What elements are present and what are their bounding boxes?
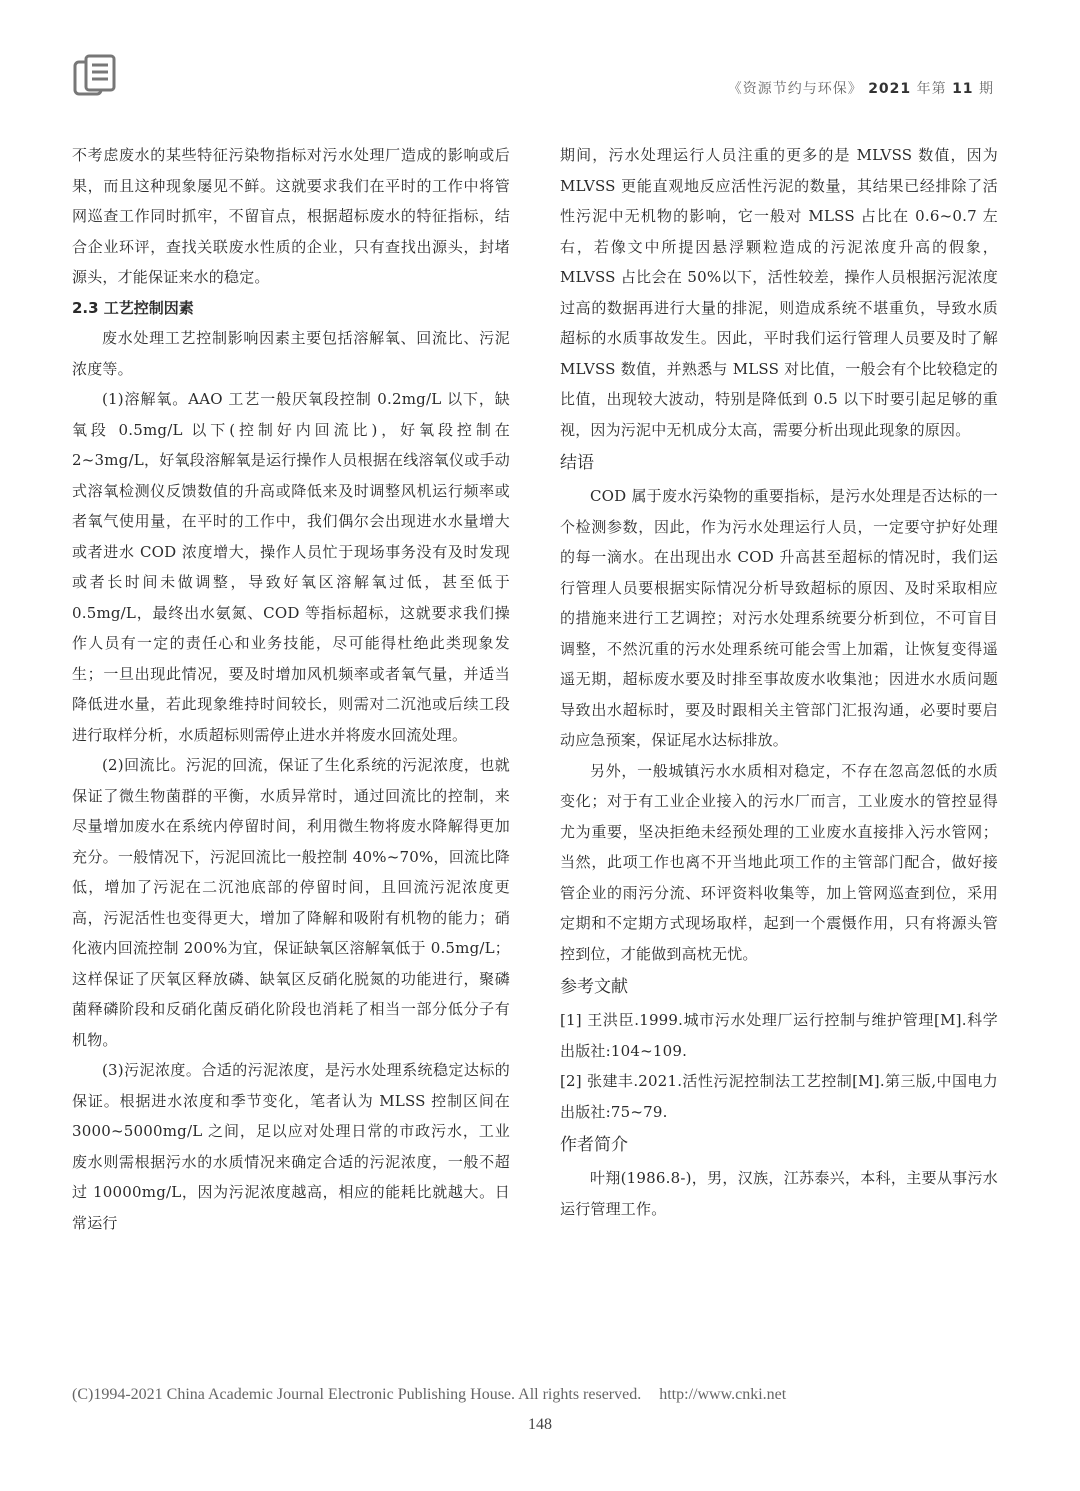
paragraph: (3)污泥浓度。合适的污泥浓度，是污水处理系统稳定达标的保证。根据进水浓度和季节变化，笔者认为 MLSS 控制区间在 3000~5000mg/L 之间，足以应对处理日常的市政污水，工业废水则需根据污水的水质情况来确定合适的污泥浓度，一般不超过 10000mg/L，因为污泥浓度越高，相应的能耗比就越大。日常运行 bbox=[72, 1061, 510, 1232]
paragraph: (2)回流比。污泥的回流，保证了生化系统的污泥浓度，也就保证了微生物菌群的平衡，水质异常时，通过回流比的控制，来尽量增加废水在系统内停留时间，利用微生物将废水降解得更加充分。一般情况下，污泥回流比一般控制 40%~70%，回流比降低，增加了污泥在二沉池底部的停留时间，且回流污泥浓度更高，污泥活性也变得更大，增加了降解和吸附有机物的能力；硝化液内回流控制 200%为宜，保证缺氧区溶解氧低于 0.5mg/L；这样保证了厌氧区释放磷、缺氧区反硝化脱氮的功能进行，聚磷菌释磷阶段和反硝化菌反硝化阶段也消耗了相当一部分低分子有机物。 bbox=[72, 756, 510, 1049]
author-bio: 叶翔(1986.8-)，男，汉族，江苏泰兴，本科，主要从事污水运行管理工作。 bbox=[560, 1169, 998, 1218]
paragraph: 另外，一般城镇污水水质相对稳定，不存在忽高忽低的水质变化；对于有工业企业接入的污水厂而言，工业废水的管控显得尤为重要，坚决拒绝未经预处理的工业废水直接排入污水管网；当然，此项工作也离不开当地此项工作的主管部门配合，做好接管企业的雨污分流、环评资料收集等，加上管网巡查到位，采用定期和不定期方式现场取样，起到一个震慑作用，只有将源头管控到位，才能做到高枕无忧。 bbox=[560, 761, 998, 963]
journal-year-suffix: 年第 bbox=[916, 81, 947, 97]
references-heading: 参考文献 bbox=[560, 977, 628, 997]
paragraph: 废水处理工艺控制影响因素主要包括溶解氧、回流比、污泥浓度等。 bbox=[72, 329, 510, 378]
reference-item: [1] 王洪臣.1999.城市污水处理厂运行控制与维护管理[M].科学出版社:104~109. bbox=[560, 1011, 998, 1060]
section-heading: 2.3 工艺控制因素 bbox=[72, 298, 194, 317]
journal-year: 2021 bbox=[868, 81, 912, 97]
paragraph: 期间，污水处理运行人员注重的更多的是 MLVSS 数值，因为 MLVSS 更能直观地反应活性污泥的数量，其结果已经排除了活性污泥中无机物的影响，它一般对 MLSS 占比在 0.6~0.7 左右，若像文中所提因悬浮颗粒造成的污泥浓度升高的假象，MLVSS 占比会在 50%以下，活性较差，操作人员根据污泥浓度过高的数据再进行大量的排泥，则造成系统不堪重负，导致水质超标的水质事故发生。因此，平时我们运行管理人员要及时了解 MLVSS 数值，并熟悉与 MLSS 对比值，一般会有个比较稳定的比值，出现较大波动，特别是降低到 0.5 以下时要引起足够的重视，因为污泥中无机成分太高，需要分析出现此现象的原因。 bbox=[560, 146, 998, 439]
document-icon bbox=[72, 52, 118, 98]
paragraph: 不考虑废水的某些特征污染物指标对污水处理厂造成的影响或后果，而且这种现象屡见不鲜。这就要求我们在平时的工作中将管网巡查工作同时抓牢，不留盲点，根据超标废水的特征指标，结合企业环评，查找关联废水性质的企业，只有查找出源头，封堵源头，才能保证来水的稳定。 bbox=[72, 146, 510, 286]
reference-item: [2] 张建丰.2021.活性污泥控制法工艺控制[M].第三版,中国电力出版社:75~79. bbox=[560, 1072, 998, 1121]
paragraph: COD 属于废水污染物的重要指标，是污水处理是否达标的一个检测参数，因此，作为污水处理运行人员，一定要守护好处理的每一滴水。在出现出水 COD 升高甚至超标的情况时，我们运行管理人员要根据实际情况分析导致超标的原因、及时采取相应的措施来进行工艺调控；对污水处理系统要分析到位，不可盲目调整，不然沉重的污水处理系统可能会雪上加霜，让恢复变得遥遥无期，超标废水要及时排至事故废水收集池；因进水水质问题导致出水超标时，要及时跟相关主管部门汇报沟通，必要时要启动应急预案，保证尾水达标排放。 bbox=[560, 487, 998, 749]
right-column bbox=[560, 140, 998, 1224]
journal-header bbox=[728, 78, 994, 98]
page-number: 148 bbox=[528, 1416, 552, 1433]
author-heading: 作者简介 bbox=[560, 1135, 628, 1155]
journal-issue-suffix: 期 bbox=[979, 81, 994, 97]
copyright-footer bbox=[72, 1386, 786, 1404]
copyright-text: (C)1994-2021 China Academic Journal Electronic Publishing House. All rights reserved. bbox=[72, 1386, 642, 1403]
journal-issue: 11 bbox=[952, 81, 974, 97]
paragraph: (1)溶解氧。AAO 工艺一般厌氧段控制 0.2mg/L 以下，缺氧段 0.5mg/L 以下(控制好内回流比)，好氧段控制在 2~3mg/L，好氧段溶解氧是运行操作人员根据在线溶氧仪或手动式溶氧检测仪反馈数值的升高或降低来及时调整风机运行频率或者氧气使用量，在平时的工作中，我们偶尔会出现进水水量增大或者进水 COD 浓度增大，操作人员忙于现场事务没有及时发现或者长时间未做调整，导致好氧区溶解氧过低，甚至低于 0.5mg/L，最终出水氨氮、COD 等指标超标，这就要求我们操作人员有一定的责任心和业务技能，尽可能得杜绝此类现象发生；一旦出现此情况，要及时增加风机频率或者氧气量，并适当降低进水量，若此现象维持时间较长，则需对二沉池或后续工段进行取样分析，水质超标则需停止进水并将废水回流处理。 bbox=[72, 390, 510, 744]
cnki-link[interactable]: http://www.cnki.net bbox=[659, 1386, 787, 1403]
conclusion-heading: 结语 bbox=[560, 453, 594, 473]
journal-name: 《资源节约与环保》 bbox=[727, 81, 863, 97]
left-column bbox=[72, 140, 510, 1238]
